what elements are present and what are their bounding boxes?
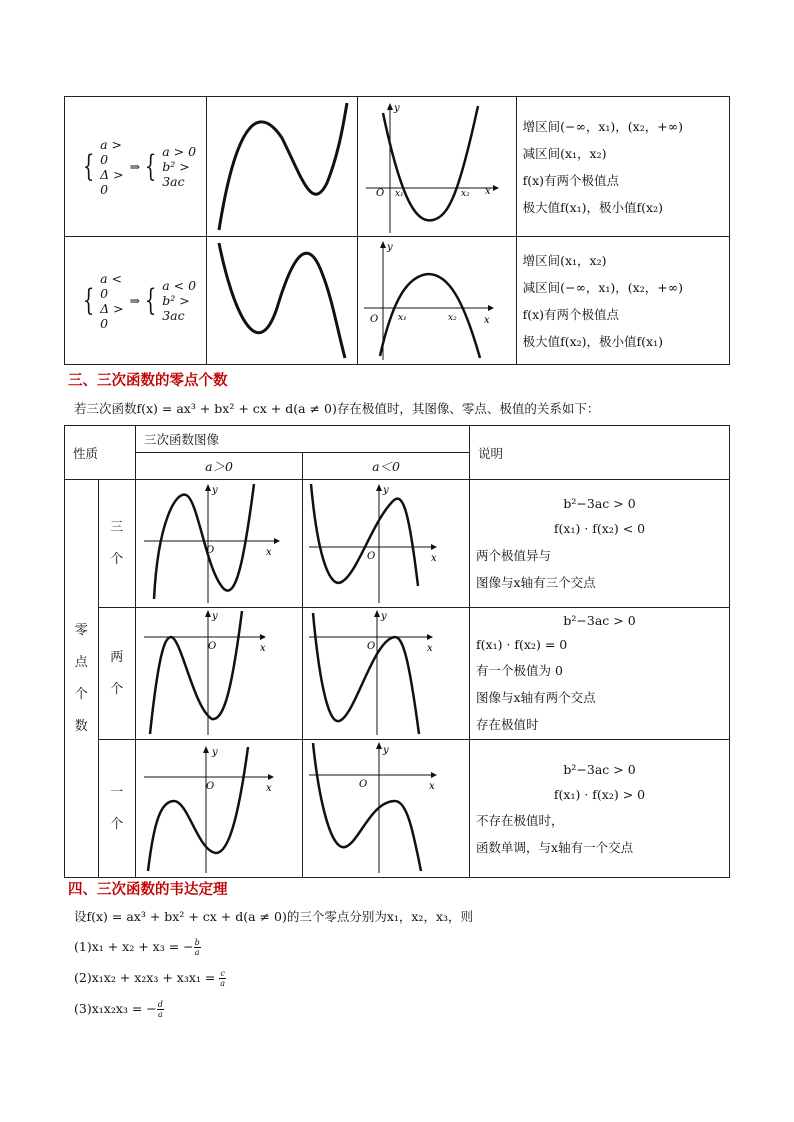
section-intro-vieta: 设f(x) = ax³ + bx² + cx + d(a ≠ 0)的三个零点分别为x₁，x₂，x₃，则: [74, 909, 473, 924]
svg-text:y: y: [393, 102, 400, 114]
svg-text:x: x: [431, 552, 437, 564]
three-zeros-positive: [136, 481, 302, 607]
table-row: [65, 608, 730, 740]
derivative-graph-cell: [357, 237, 516, 365]
svg-text:y: y: [383, 484, 389, 496]
svg-text:y: y: [381, 610, 387, 622]
svg-text:y: y: [212, 484, 218, 496]
graph-cell: [303, 740, 470, 878]
svg-text:x₁: x₁: [397, 312, 407, 323]
svg-text:x: x: [266, 782, 272, 794]
svg-text:x: x: [484, 185, 491, 197]
section-intro-zeros: 若三次函数f(x) = ax³ + bx² + cx + d(a ≠ 0)存在极值时，其图像、零点、极值的关系如下：: [74, 401, 600, 416]
graph-cell: [303, 480, 470, 608]
derivative-parabola-down: [358, 238, 516, 364]
graph-cell: [136, 740, 303, 878]
condition-cell: { a < 0 Δ > 0 ⇒ { a < 0 b² > 3ac: [65, 237, 207, 365]
svg-text:x: x: [266, 546, 272, 558]
two-zeros-positive: [136, 609, 302, 739]
svg-text:y: y: [383, 744, 389, 756]
zeros-table: [64, 425, 730, 878]
table-row: [65, 237, 730, 365]
svg-text:O: O: [369, 313, 378, 325]
one-zero-positive: [136, 741, 302, 877]
svg-text:x₁: x₁: [394, 188, 404, 199]
note-cell: b²−3ac > 0 f(x₁) · f(x₂) < 0 两个极值异与 图像与x轴有三个交点: [470, 480, 730, 608]
description-cell: 增区间(−∞，x₁)，(x₂，+∞) 减区间(x₁，x₂) f(x)有两个极值点 极大值f(x₁)，极小值f(x₂): [516, 97, 729, 237]
derivative-graph-cell: [357, 97, 516, 237]
header-note: 说明: [470, 426, 730, 480]
monotonicity-table: [64, 96, 730, 365]
condition-cell: { a > 0 Δ > 0 ⇒ { a > 0 b² > 3ac: [65, 97, 207, 237]
one-zero-negative: [303, 741, 469, 877]
graph-cell: [303, 608, 470, 740]
row-label: 一 个: [98, 740, 135, 878]
note-cell: b²−3ac > 0 f(x₁) · f(x₂) = 0 有一个极值为 0 图像与x轴有两个交点 存在极值时: [470, 608, 730, 740]
cubic-graph-cell: [206, 237, 357, 365]
svg-text:x: x: [427, 642, 433, 654]
formula-sum: (1)x₁ + x₂ + x₃ = − $\frac{b}{a}$: [74, 938, 200, 957]
cubic-curve-positive: [207, 98, 357, 236]
note-cell: b²−3ac > 0 f(x₁) · f(x₂) > 0 不存在极值时， 函数单调，与x轴有一个交点: [470, 740, 730, 878]
row-label: 三 个: [98, 480, 135, 608]
svg-text:x₂: x₂: [460, 188, 470, 199]
graph-cell: [136, 480, 303, 608]
svg-text:O: O: [206, 780, 215, 792]
cubic-graph-cell: [206, 97, 357, 237]
header-a-negative: a＜0: [303, 453, 470, 480]
two-zeros-negative: [303, 609, 469, 739]
svg-text:y: y: [212, 746, 218, 758]
svg-text:O: O: [208, 640, 217, 652]
svg-text:y: y: [212, 610, 218, 622]
header-a-positive: a＞0: [136, 453, 303, 480]
svg-text:x: x: [483, 314, 490, 326]
header-graph: 三次函数图像: [136, 426, 470, 453]
row-label: 两 个: [98, 608, 135, 740]
table-row: [65, 97, 730, 237]
section-heading-zeros: 三、三次函数的零点个数: [68, 373, 228, 389]
cubic-curve-negative: [207, 238, 357, 364]
description-cell: 增区间(x₁，x₂) 减区间(−∞，x₁)，(x₂，+∞) f(x)有两个极值点 极大值f(x₂)，极小值f(x₁): [516, 237, 729, 365]
table-row: [65, 740, 730, 878]
header-property: 性质: [65, 426, 136, 480]
svg-text:O: O: [359, 778, 368, 790]
svg-text:O: O: [206, 544, 215, 556]
svg-text:O: O: [367, 640, 376, 652]
formula-pair-sum: (2)x₁x₂ + x₂x₃ + x₃x₁ = $\frac{c}{a}$: [74, 969, 225, 988]
formula-product: (3)x₁x₂x₃ = − $\frac{d}{a}$: [74, 1000, 163, 1019]
svg-text:y: y: [386, 241, 393, 253]
svg-text:x: x: [260, 642, 266, 654]
graph-cell: [136, 608, 303, 740]
table-header-row: [65, 426, 730, 453]
group-label: 零 点 个 数: [65, 480, 99, 878]
table-row: [65, 480, 730, 608]
svg-text:x₂: x₂: [447, 312, 457, 323]
svg-text:O: O: [375, 187, 384, 199]
derivative-parabola-up: [358, 98, 516, 236]
section-heading-vieta: 四、三次函数的韦达定理: [68, 882, 228, 898]
svg-text:x: x: [429, 780, 435, 792]
three-zeros-negative: [303, 481, 469, 607]
svg-text:O: O: [367, 550, 376, 562]
